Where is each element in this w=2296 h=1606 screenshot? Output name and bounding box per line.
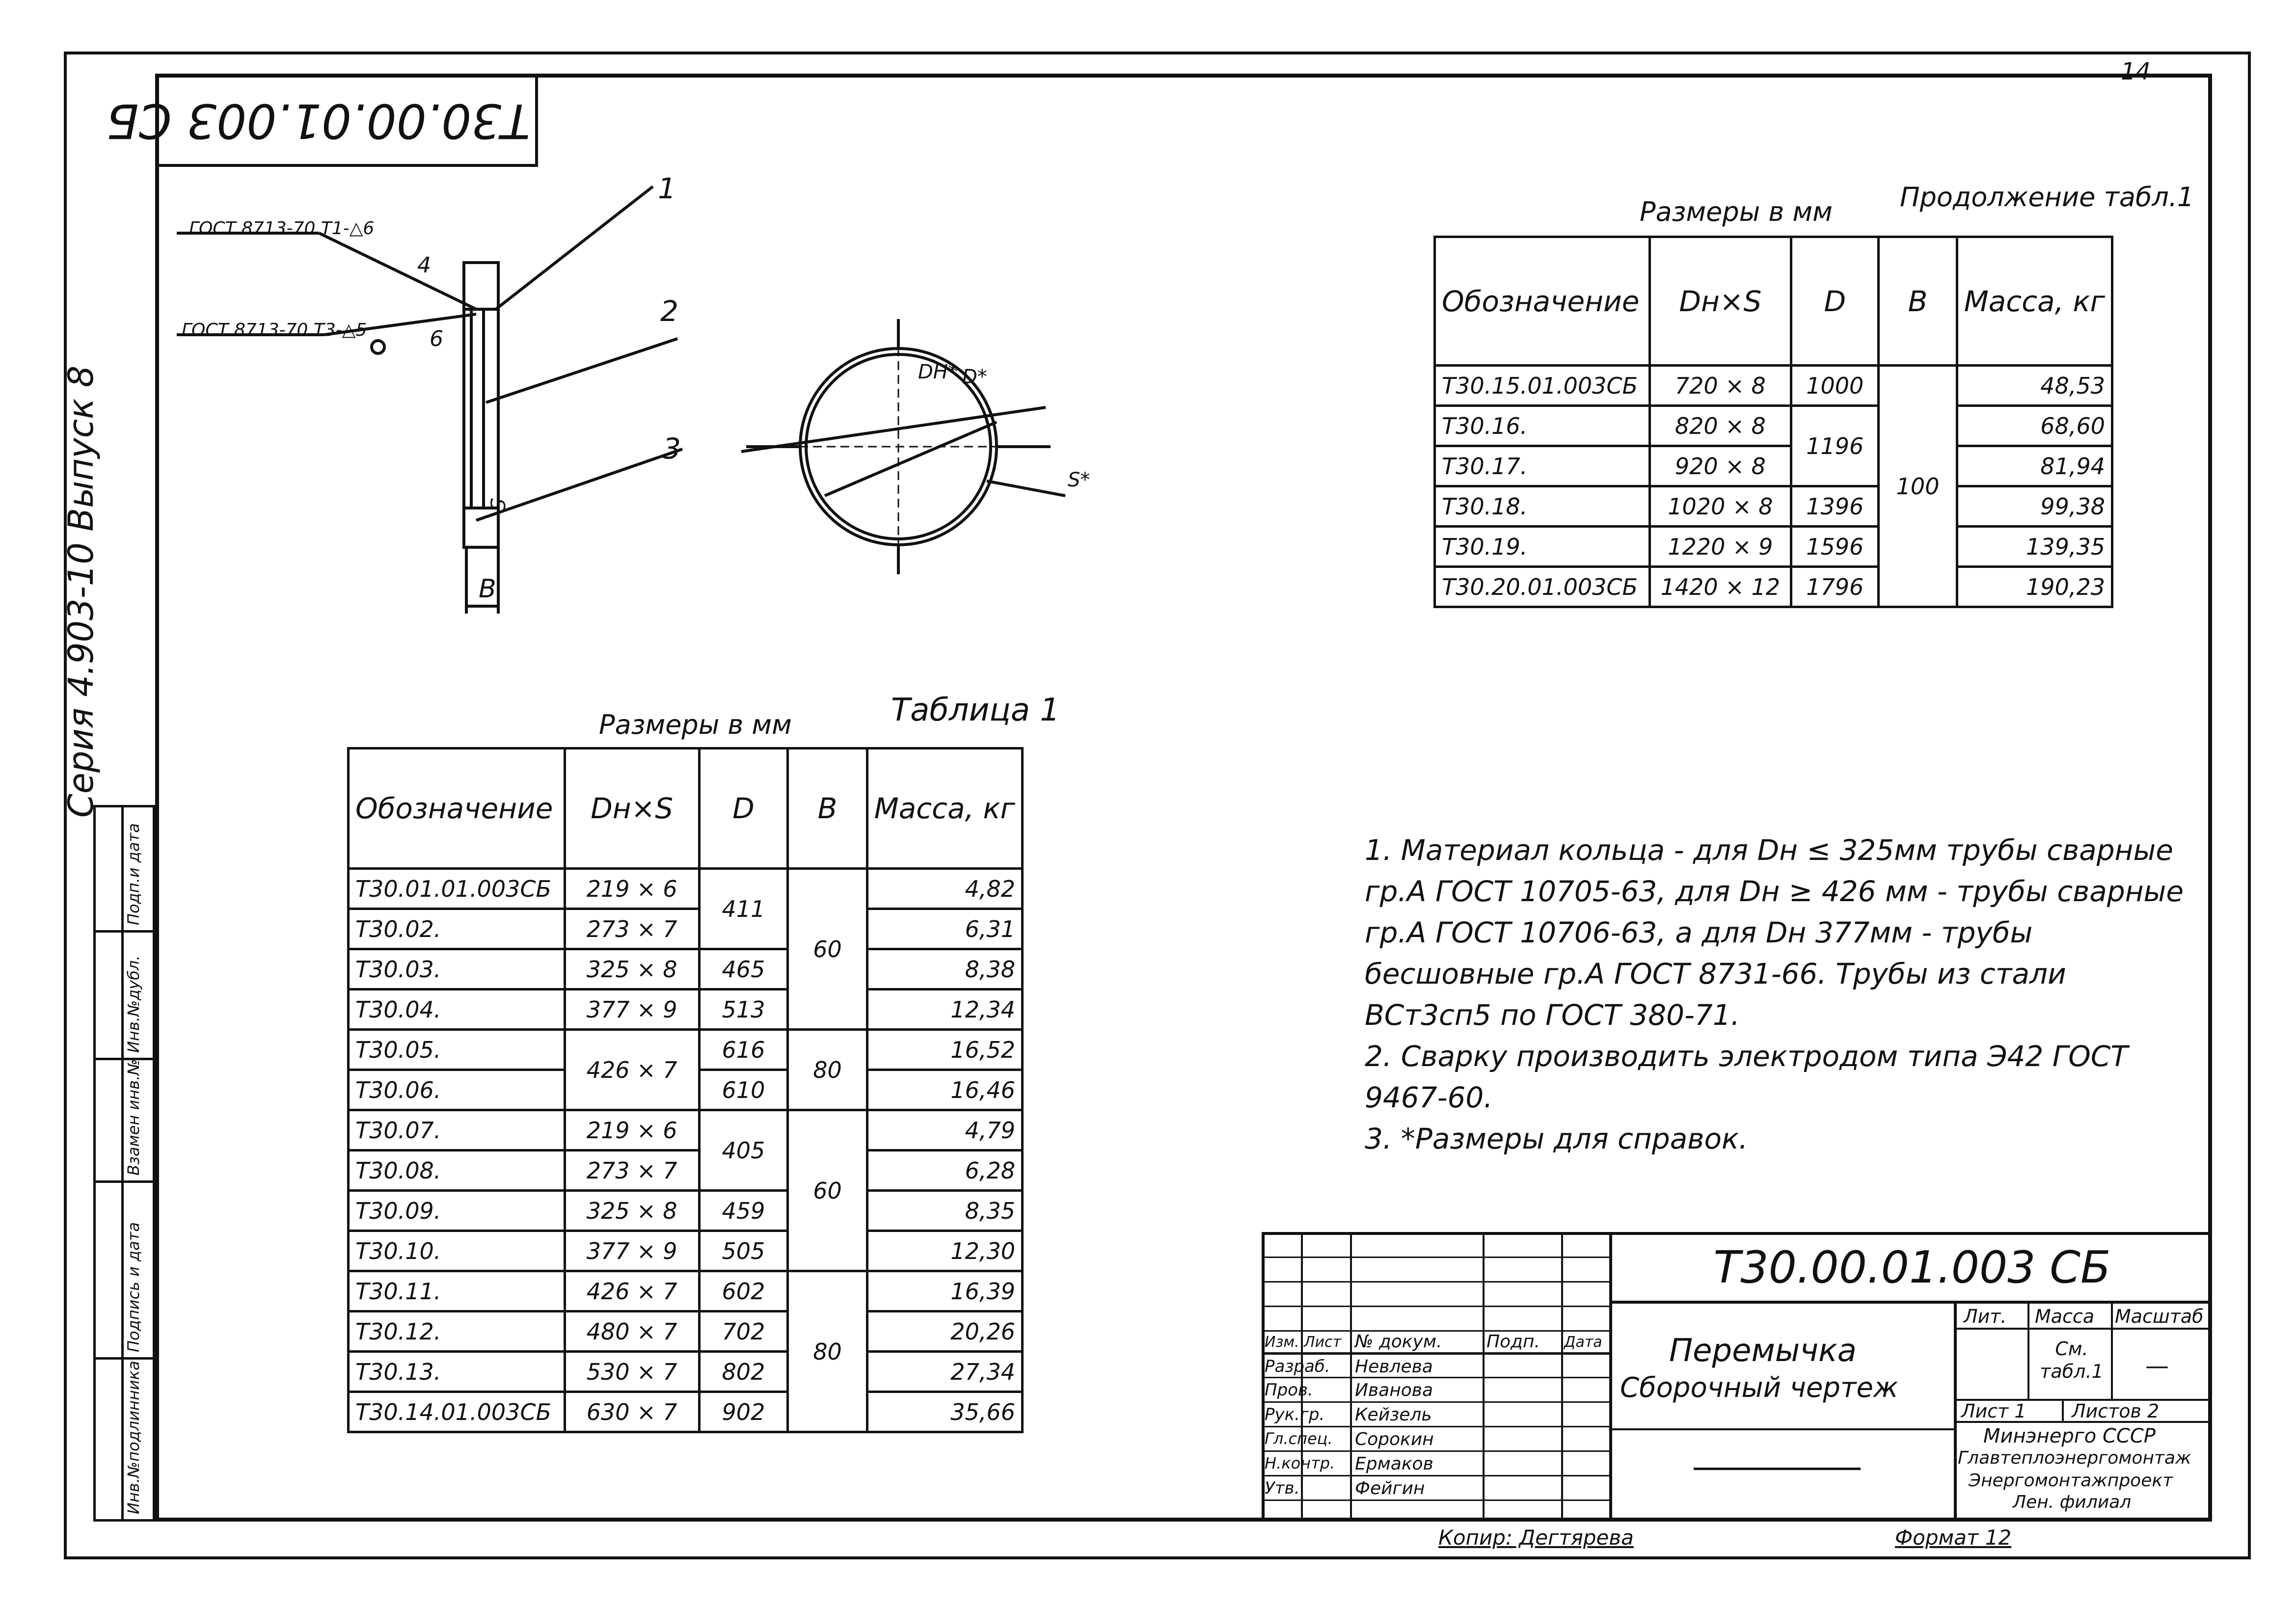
copied-by: Копир: Дегтярева	[1438, 1526, 1634, 1550]
stamp-label: Подп.и дата	[124, 823, 143, 925]
cell-d: 1196	[1791, 406, 1879, 486]
cell-d: 1396	[1791, 486, 1879, 527]
dim-s-star-label: S*	[1068, 469, 1090, 491]
col-header: Обозначение	[1435, 237, 1650, 366]
col-header: В	[1879, 237, 1957, 366]
tb-line	[1609, 1232, 1612, 1522]
note-1: 1. Материал кольца - для Dн ≤ 325мм трубы сварные гр.А ГОСТ 10705-63, для Dн ≥ 426 мм - трубы сварные гр.А ГОСТ 10706-63, а для Dн 377мм - трубы бесшовные гр.А ГОСТ 8731-66. Трубы из стали ВСт3сп5 по ГОСТ 380-71.	[1365, 833, 2184, 1032]
table-row	[1435, 486, 2112, 527]
table-row	[349, 1231, 1023, 1271]
dim-d	[741, 407, 1046, 452]
tb-person: Невлева	[1355, 1357, 1433, 1377]
notes	[1365, 830, 2199, 1159]
cell-mass: 6,28	[867, 1151, 1022, 1191]
callout-6: 6	[430, 326, 443, 351]
tb-mass-label: Масса	[2035, 1306, 2095, 1327]
page-number: 14	[2121, 58, 2151, 85]
stamp-divider	[121, 807, 124, 1519]
col-header: D	[699, 749, 788, 869]
tb-person: Кейзель	[1355, 1405, 1432, 1425]
cell-dhs: 325 × 8	[565, 949, 699, 990]
dim-dh-label: DН*	[918, 361, 958, 383]
table-row	[349, 1191, 1023, 1231]
cell-d: 405	[699, 1110, 788, 1191]
cell-d: 513	[699, 990, 788, 1030]
table-row	[1435, 406, 2112, 446]
table-header-row	[1435, 237, 2112, 366]
cell-code: Т30.04.	[349, 990, 565, 1030]
cell-code: Т30.05.	[349, 1030, 565, 1070]
callout-2: 2	[660, 294, 678, 328]
stamp-divider	[96, 1357, 153, 1360]
cell-mass: 68,60	[1957, 406, 2112, 446]
dim-s-label: S	[486, 498, 509, 511]
cell-b: 60	[788, 1110, 867, 1271]
cell-d: 465	[699, 949, 788, 990]
stamp-divider	[96, 1180, 153, 1183]
cell-dhs: 630 × 7	[565, 1392, 699, 1432]
table1-title: Таблица 1	[891, 692, 1060, 728]
tb-role: Гл.спец.	[1265, 1429, 1333, 1448]
table-row	[349, 949, 1023, 990]
cell-d: 1596	[1791, 527, 1879, 567]
tb-head-sign: Подп.	[1486, 1332, 1540, 1352]
table1-units: Размеры в мм	[599, 709, 792, 740]
note-2: 2. Сварку производить электродом типа Э42 ГОСТ 9467-60.	[1365, 1040, 2128, 1114]
col-header: Обозначение	[349, 749, 565, 869]
dim-s-leader	[987, 481, 1065, 496]
table-row	[1435, 567, 2112, 607]
format-label: Формат 12	[1895, 1526, 2012, 1550]
stamp-label: Взамен инв.№	[124, 1059, 143, 1176]
tb-line	[1262, 1475, 1609, 1476]
tb-role: Утв.	[1265, 1478, 1300, 1498]
tb-line	[1609, 1301, 2212, 1304]
cell-mass: 4,79	[867, 1110, 1022, 1151]
tb-lit-label: Лит.	[1964, 1306, 2007, 1327]
cell-d: 1000	[1791, 366, 1879, 406]
tb-line	[2027, 1301, 2029, 1399]
cell-mass: 6,31	[867, 909, 1022, 949]
table-row	[349, 869, 1023, 909]
cell-mass: 27,34	[867, 1352, 1022, 1392]
tb-name-1: Перемычка	[1669, 1333, 1857, 1369]
col-header: Dн×S	[1649, 237, 1791, 366]
cell-b: 80	[788, 1030, 867, 1110]
cell-mass: 190,23	[1957, 567, 2112, 607]
tb-sheet: Лист 1	[1961, 1400, 2026, 1422]
tb-head-doc: № докум.	[1355, 1332, 1442, 1352]
tb-person: Ермаков	[1355, 1454, 1433, 1474]
table1	[347, 747, 1024, 1433]
sheet-code-upside-down: Т30.00.01.003 СБ	[106, 93, 530, 148]
cell-d: 902	[699, 1392, 788, 1432]
tb-line	[1262, 1281, 1609, 1283]
tb-line	[1262, 1499, 1609, 1501]
tb-line	[1954, 1328, 2212, 1330]
cell-b: 100	[1879, 366, 1957, 607]
tb-line	[1262, 1426, 1609, 1427]
tb-person: Фейгин	[1355, 1478, 1425, 1499]
col-header: Масса, кг	[867, 749, 1022, 869]
cell-mass: 16,46	[867, 1070, 1022, 1110]
cell-dhs: 273 × 7	[565, 909, 699, 949]
cell-mass: 12,34	[867, 990, 1022, 1030]
cell-code: Т30.19.	[1435, 527, 1650, 567]
tb-name-2: Сборочный чертеж	[1620, 1372, 1898, 1404]
note-3: 3. *Размеры для справок.	[1365, 1122, 1748, 1155]
cell-mass: 4,82	[867, 869, 1022, 909]
cell-dhs: 219 × 6	[565, 1110, 699, 1151]
tb-scale-label: Масштаб	[2115, 1306, 2204, 1327]
title-block	[1262, 1232, 2212, 1522]
cell-code: Т30.10.	[349, 1231, 565, 1271]
tb-mass-value: См. табл.1	[2040, 1338, 2104, 1382]
cell-dhs: 1220 × 9	[1649, 527, 1791, 567]
cell-code: Т30.17.	[1435, 446, 1650, 486]
cell-dhs: 530 × 7	[565, 1352, 699, 1392]
series-label: Серия 4.903-10 Выпуск 8	[61, 365, 101, 818]
tb-line	[2062, 1399, 2064, 1421]
cell-mass: 12,30	[867, 1231, 1022, 1271]
table-row	[349, 1271, 1023, 1312]
cell-d: 411	[699, 869, 788, 949]
cell-code: Т30.02.	[349, 909, 565, 949]
cell-dhs: 820 × 8	[1649, 406, 1791, 446]
weld-note-1: ГОСТ 8713-70 Т1-△6	[189, 218, 375, 239]
cell-mass: 8,38	[867, 949, 1022, 990]
table-header-row	[349, 749, 1023, 869]
col-header: Dн×S	[565, 749, 699, 869]
cell-code: Т30.06.	[349, 1070, 565, 1110]
tb-line	[1609, 1428, 1954, 1430]
table1-cont-title: Продолжение табл.1	[1900, 182, 2194, 213]
cell-mass: 20,26	[867, 1312, 1022, 1352]
tb-org-4: Лен. филиал	[2013, 1492, 2132, 1512]
table-row	[349, 1312, 1023, 1352]
table-row	[349, 1392, 1023, 1432]
cell-d: 802	[699, 1352, 788, 1392]
cell-code: Т30.01.01.003СБ	[349, 869, 565, 909]
tb-line	[1262, 1450, 1609, 1452]
cell-dhs: 1420 × 12	[1649, 567, 1791, 607]
tb-line	[1262, 1401, 1609, 1403]
tb-line	[1262, 1232, 2212, 1235]
cell-dhs: 720 × 8	[1649, 366, 1791, 406]
table-row	[349, 990, 1023, 1030]
cell-dhs: 325 × 8	[565, 1191, 699, 1231]
cell-dhs: 219 × 6	[565, 869, 699, 909]
cell-code: Т30.07.	[349, 1110, 565, 1151]
cell-mass: 35,66	[867, 1392, 1022, 1432]
tb-role: Пров.	[1265, 1380, 1313, 1400]
tb-line	[1954, 1301, 1957, 1522]
cell-code: Т30.18.	[1435, 486, 1650, 527]
cell-mass: 16,39	[867, 1271, 1022, 1312]
tb-role: Н.контр.	[1265, 1454, 1335, 1472]
cell-mass: 16,52	[867, 1030, 1022, 1070]
tb-line	[2111, 1301, 2113, 1399]
cell-mass: 99,38	[1957, 486, 2112, 527]
callout-3: 3	[663, 432, 681, 465]
tb-head-list: Лист	[1304, 1334, 1342, 1351]
weld-note-2: ГОСТ 8713-70 Т3-△5	[182, 320, 367, 340]
cell-dhs: 1020 × 8	[1649, 486, 1791, 527]
col-header: Масса, кг	[1957, 237, 2112, 366]
col-header: D	[1791, 237, 1879, 366]
cell-code: Т30.11.	[349, 1271, 565, 1312]
table-row	[349, 1110, 1023, 1151]
cell-mass: 139,35	[1957, 527, 2112, 567]
tb-line	[1262, 1352, 1609, 1355]
cell-mass: 8,35	[867, 1191, 1022, 1231]
cell-mass: 81,94	[1957, 446, 2112, 486]
cell-code: Т30.12.	[349, 1312, 565, 1352]
dim-b-label: В	[479, 574, 496, 604]
cell-d: 616	[699, 1030, 788, 1070]
leader-2	[486, 339, 677, 402]
cell-code: Т30.08.	[349, 1151, 565, 1191]
dim-d-label: D*	[962, 366, 987, 388]
stamp-label: Инв.№подлинника	[124, 1361, 143, 1514]
stamp-divider	[96, 930, 153, 933]
cell-code: Т30.09.	[349, 1191, 565, 1231]
cell-b: 60	[788, 869, 867, 1030]
stamp-label: Инв.№дубл.	[124, 955, 143, 1053]
cell-dhs: 377 × 9	[565, 990, 699, 1030]
cell-code: Т30.13.	[349, 1352, 565, 1392]
leader-weld-1	[319, 233, 476, 309]
cell-dhs: 273 × 7	[565, 1151, 699, 1191]
assembly-drawing	[162, 162, 1119, 677]
stamp-label: Подпись и дата	[124, 1222, 143, 1352]
dim-dh	[825, 422, 997, 496]
table-row	[349, 1352, 1023, 1392]
cell-code: Т30.03.	[349, 949, 565, 990]
cell-dhs: 480 × 7	[565, 1312, 699, 1352]
tb-sheets: Листов 2	[2072, 1400, 2160, 1422]
callout-4: 4	[417, 253, 431, 278]
tb-org-1: Минэнерго СССР	[1983, 1425, 2156, 1447]
tb-dash	[1694, 1468, 1861, 1470]
cell-code: Т30.15.01.003СБ	[1435, 366, 1650, 406]
table-row	[1435, 527, 2112, 567]
tb-head-izm: Изм.	[1265, 1334, 1299, 1351]
table1-continued	[1433, 236, 2113, 608]
tb-scale-value: —	[2145, 1352, 2169, 1380]
col-header: В	[788, 749, 867, 869]
tb-role: Рук.гр.	[1265, 1405, 1325, 1424]
tb-org-3: Энергомонтажпроект	[1969, 1471, 2173, 1491]
plate-section	[471, 309, 484, 508]
cell-code: Т30.20.01.003СБ	[1435, 567, 1650, 607]
cell-d: 602	[699, 1271, 788, 1312]
left-stamp	[93, 805, 155, 1522]
tb-person: Иванова	[1355, 1380, 1433, 1400]
cell-code: Т30.14.01.003СБ	[349, 1392, 565, 1432]
table-row	[349, 1030, 1023, 1070]
cell-d: 702	[699, 1312, 788, 1352]
cell-d: 459	[699, 1191, 788, 1231]
cell-b: 80	[788, 1271, 867, 1432]
tb-line	[1262, 1306, 1609, 1307]
cell-dhs: 920 × 8	[1649, 446, 1791, 486]
cell-dhs: 377 × 9	[565, 1231, 699, 1271]
table1-cont-units: Размеры в мм	[1640, 196, 1833, 227]
callout-1: 1	[658, 172, 676, 205]
weld-symbol	[372, 341, 384, 353]
table-row	[1435, 366, 2112, 406]
tb-line	[1262, 1377, 1609, 1378]
table-row	[1435, 446, 2112, 486]
cell-d: 505	[699, 1231, 788, 1271]
cell-mass: 48,53	[1957, 366, 2112, 406]
table-row	[349, 909, 1023, 949]
cell-dhs: 426 × 7	[565, 1271, 699, 1312]
cell-d: 1796	[1791, 567, 1879, 607]
tb-person: Сорокин	[1355, 1429, 1434, 1449]
cell-code: Т30.16.	[1435, 406, 1650, 446]
tb-line	[1262, 1257, 1609, 1258]
tb-role: Разраб.	[1265, 1357, 1330, 1376]
cell-dhs: 426 × 7	[565, 1030, 699, 1110]
tb-code: Т30.00.01.003 СБ	[1713, 1242, 2111, 1293]
tb-head-date: Дата	[1564, 1334, 1602, 1351]
cell-d: 610	[699, 1070, 788, 1110]
leader-1	[496, 187, 653, 309]
tb-org-2: Главтеплоэнергомонтаж	[1958, 1448, 2191, 1468]
table-row	[349, 1151, 1023, 1191]
